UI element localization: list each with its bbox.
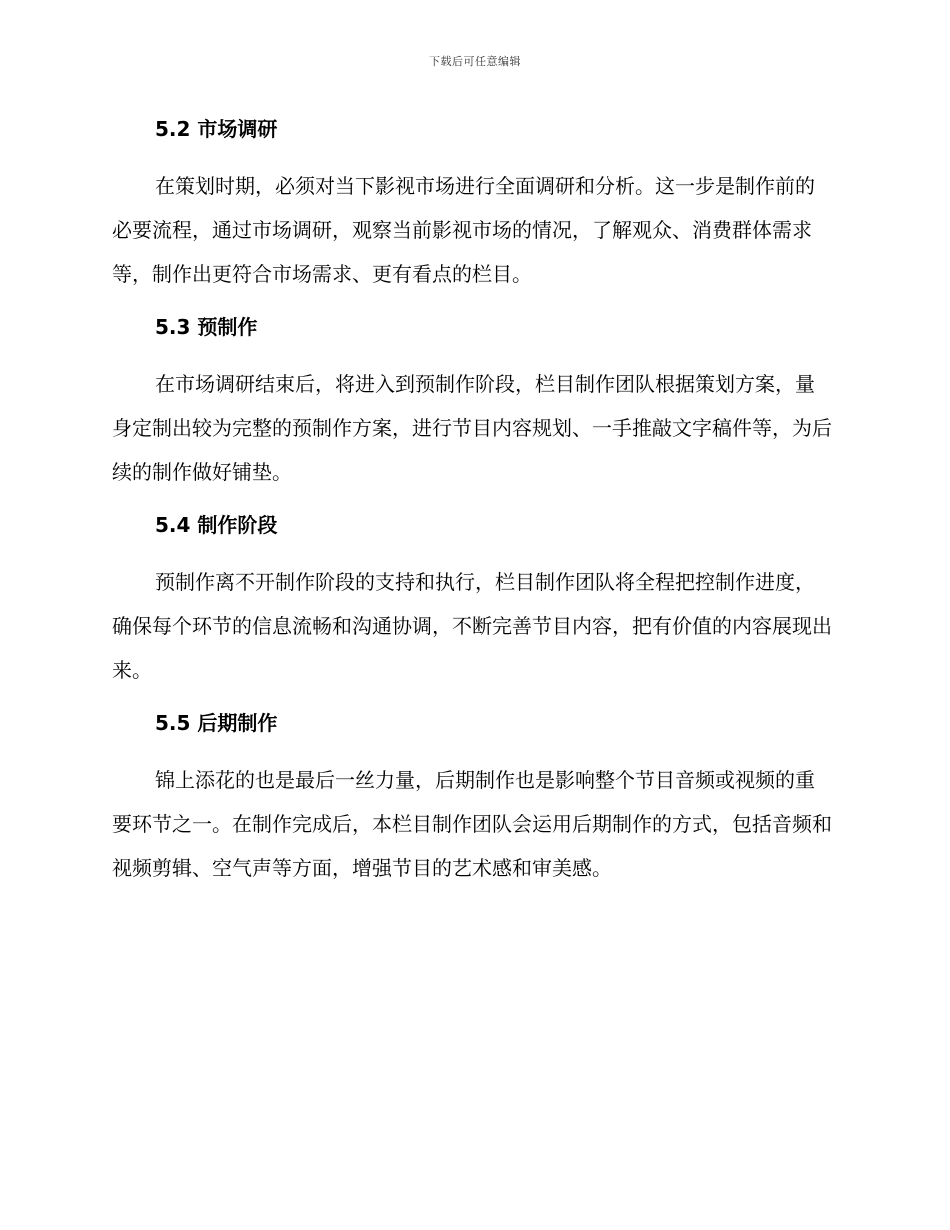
section-heading: 5.2 市场调研 xyxy=(155,117,278,141)
section-5-2 xyxy=(112,112,832,310)
section-heading: 5.5 后期制作 xyxy=(155,711,278,735)
section-5-4 xyxy=(112,508,832,706)
section-paragraph: 锦上添花的也是最后一丝力量，后期制作也是影响整个节目音频或视频的重要环节之一。在制作完成后，本栏目制作团队会运用后期制作的方式，包括音频和视频剪辑、空气声等方面，增强节目的艺术感和审美感。 xyxy=(112,768,832,880)
document-body xyxy=(112,112,832,890)
section-5-5 xyxy=(112,706,832,890)
section-paragraph: 在市场调研结束后，将进入到预制作阶段，栏目制作团队根据策划方案，量身定制出较为完整的预制作方案，进行节目内容规划、一手推敲文字稿件等，为后续的制作做好铺垫。 xyxy=(112,372,832,484)
section-5-3 xyxy=(112,310,832,508)
section-paragraph: 在策划时期，必须对当下影视市场进行全面调研和分析。这一步是制作前的必要流程，通过市场调研，观察当前影视市场的情况，了解观众、消费群体需求等，制作出更符合市场需求、更有看点的栏目。 xyxy=(112,174,815,286)
section-heading: 5.3 预制作 xyxy=(155,315,258,339)
section-heading: 5.4 制作阶段 xyxy=(155,513,278,537)
page-header: 下载后可任意编辑 xyxy=(429,55,521,68)
section-paragraph: 预制作离不开制作阶段的支持和执行，栏目制作团队将全程把控制作进度，确保每个环节的信息流畅和沟通协调，不断完善节目内容，把有价值的内容展现出来。 xyxy=(112,570,832,682)
